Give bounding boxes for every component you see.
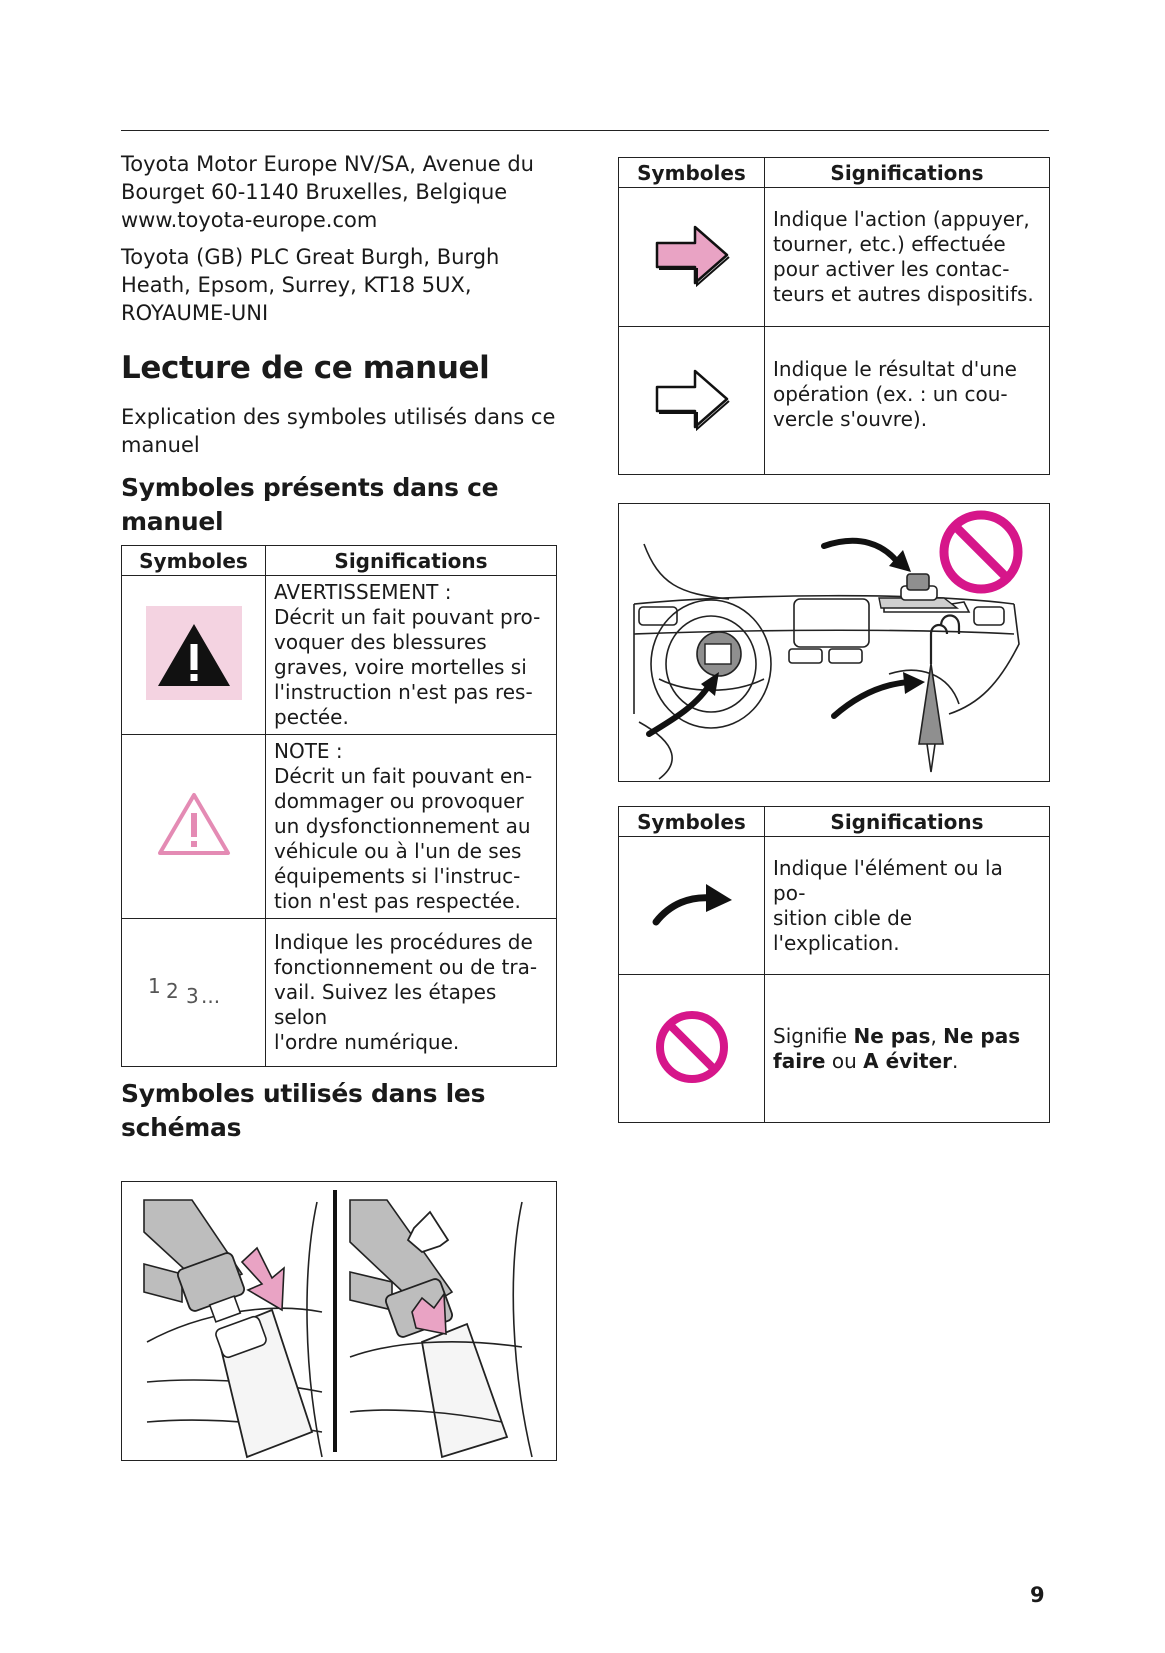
meaning-emphasis: A éviter [863,1048,953,1073]
manual-symbols-table [121,545,557,1067]
symbol-cell [619,837,765,975]
step-numbers-icon [144,971,244,1011]
left-column [121,150,557,1461]
symbol-cell [619,188,765,327]
column-header-meanings: Significations [765,807,1050,837]
address-line: Toyota Motor Europe NV/SA, Avenue du [121,152,534,176]
subsection-title-diagram-symbols: Symboles utilisés dans les schémas [121,1079,486,1142]
table-row [122,735,557,919]
column-header-meanings: Significations [765,158,1050,188]
step-number-1: 1 [147,973,161,998]
address-line: Bourget 60-1140 Bruxelles, Belgique [121,180,508,204]
meaning-cell: Indique le résultat d'une opération (ex. : un cou- vercle s'ouvre). [765,327,1050,475]
meaning-text: ou [825,1048,864,1073]
diagram-symbols-table-top [618,157,1050,475]
prohibition-icon [652,1007,732,1087]
curved-pointer-arrow-icon [650,880,734,928]
meaning-cell: Indique les procédures de fonctionnement ou de tra- vail. Suivez les étapes selon l'ordre numérique. [266,919,557,1067]
table-row [619,837,1050,975]
meaning-cell: Indique l'élément ou la po- sition cible de l'explication. [765,837,1050,975]
dashboard-illustration [618,503,1050,782]
seatbelt-illustration [121,1181,557,1461]
meaning-cell [765,975,1050,1123]
meaning-cell: Indique l'action (appuyer, tourner, etc.) effectuée pour activer les contac- teurs et autres dispositifs. [765,188,1050,327]
page-number: 9 [1030,1583,1045,1607]
warning-triangle-icon [146,606,242,700]
symbol-cell [122,576,266,735]
table-row [122,919,557,1067]
caution-triangle-icon [156,791,232,859]
section-intro: Explication des symboles utilisés dans ce manuel [121,405,556,457]
outline-result-arrow-icon [653,367,731,431]
column-header-meanings: Significations [266,546,557,576]
symbol-cell [122,735,266,919]
dashboard-drawing [619,504,1048,780]
section-title: Lecture de ce manuel [121,350,490,386]
symbol-cell [122,919,266,1067]
website-link[interactable]: www.toyota-europe.com [121,208,378,232]
address-line: ROYAUME-UNI [121,301,269,325]
column-header-symbols: Symboles [122,546,266,576]
seatbelt-buckle-drawing [122,1182,555,1459]
meaning-text: , [930,1023,944,1048]
address-line: Toyota (GB) PLC Great Burgh, Burgh [121,245,500,269]
table-row [619,327,1050,475]
step-number-3: 3 [185,983,199,1008]
meaning-cell: NOTE : Décrit un fait pouvant en- dommager ou provoquer un dysfonctionnement au véhicule ou à l'un de ses équipements si l'instruc- tion n'est pas respectée. [266,735,557,919]
address-line: Heath, Epsom, Surrey, KT18 5UX, [121,273,472,297]
column-header-symbols: Symboles [619,158,765,188]
top-rule [121,130,1049,131]
table-row [619,975,1050,1123]
meaning-text: Signifie [773,1023,854,1048]
step-ellipsis: ... [200,983,220,1008]
symbol-cell [619,327,765,475]
meaning-emphasis: Ne pas [853,1023,931,1048]
column-header-symbols: Symboles [619,807,765,837]
table-row [122,576,557,735]
meaning-emphasis: Ne pas faire [773,1023,1021,1073]
pink-action-arrow-icon [653,223,731,287]
meaning-cell: AVERTISSEMENT : Décrit un fait pouvant pro- voquer des blessures graves, voire mortelles si l'instruction n'est pas res- pectée. [266,576,557,735]
table-row [619,188,1050,327]
diagram-symbols-table-bottom [618,806,1050,1123]
address-europe [121,150,557,234]
right-column [618,157,1050,1123]
meaning-text: . [952,1048,959,1073]
address-gb [121,243,557,327]
symbol-cell [619,975,765,1123]
step-number-2: 2 [165,978,179,1003]
subsection-title-manual-symbols: Symboles présents dans ce manuel [121,473,499,536]
